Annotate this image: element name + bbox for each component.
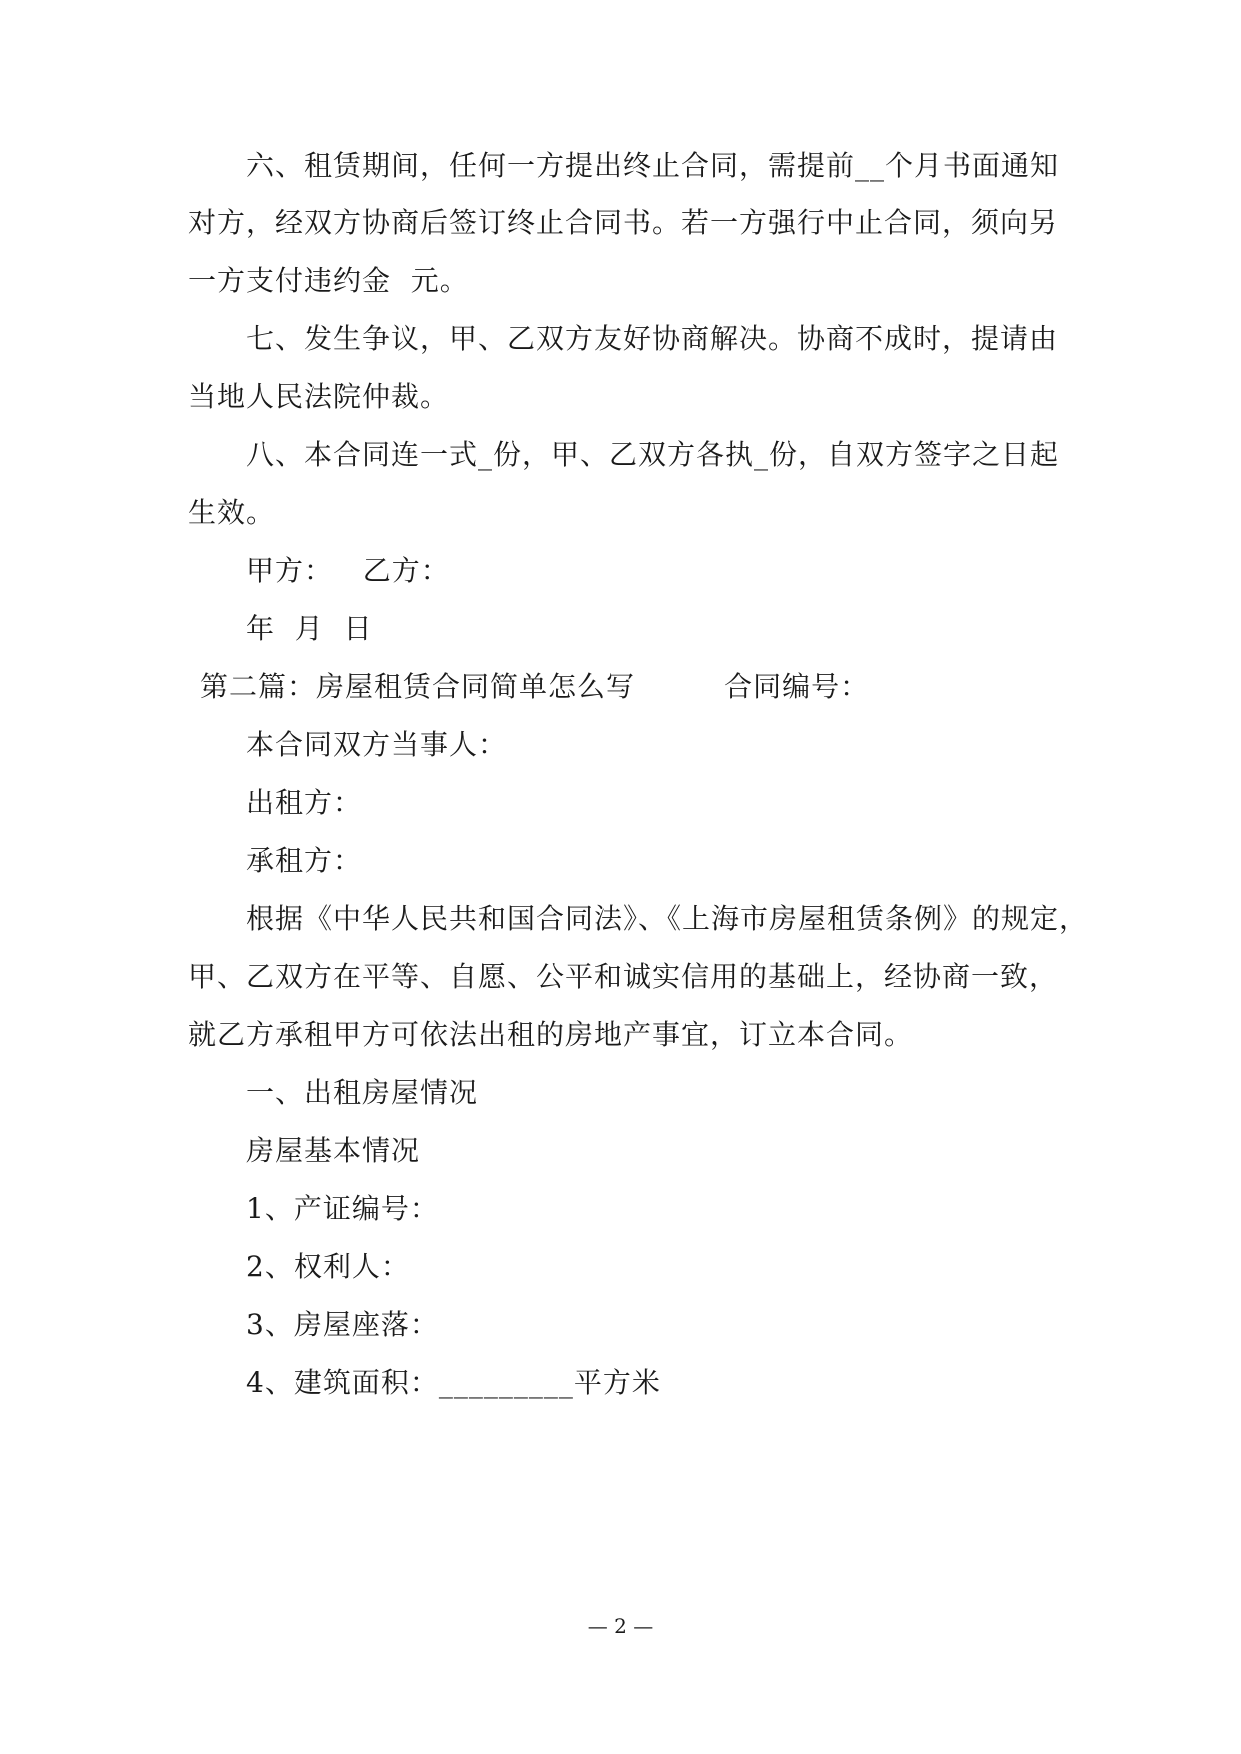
item-location: 3、房屋座落：: [246, 1308, 439, 1341]
signature-parties: 甲方： 乙方：: [246, 554, 450, 587]
item-certificate-number: 1、产证编号：: [246, 1192, 439, 1225]
lessee-label: 承租方：: [246, 844, 363, 877]
item-owner: 2、权利人：: [246, 1250, 410, 1283]
clause-six-line-1: 六、租赁期间，任何一方提出终止合同，需提前__个月书面通知: [246, 149, 1060, 182]
clause-six-line-3: 一方支付违约金 元。: [188, 264, 469, 297]
basic-info-heading: 房屋基本情况: [246, 1134, 421, 1167]
page-number: — 2 —: [587, 1614, 654, 1638]
clause-seven-line-2: 当地人民法院仲裁。: [188, 380, 450, 413]
preamble-line-1: 根据《中华人民共和国合同法》、《上海市房屋租赁条例》的规定，: [246, 902, 1089, 935]
clause-eight-line-1: 八、本合同连一式_份，甲、乙双方各执_份，自双方签字之日起: [246, 438, 1060, 471]
clause-seven-line-1: 七、发生争议，甲、乙双方友好协商解决。协商不成时，提请由: [246, 322, 1059, 355]
preamble-line-2: 甲、乙双方在平等、自愿、公平和诚实信用的基础上，经协商一致，: [188, 960, 1059, 993]
item-floor-area: 4、建筑面积：_________平方米: [246, 1366, 661, 1399]
signature-date: 年 月 日: [246, 612, 373, 645]
article-one-heading: 一、出租房屋情况: [246, 1076, 479, 1109]
parties-intro: 本合同双方当事人：: [246, 728, 508, 761]
clause-eight-line-2: 生效。: [188, 496, 276, 529]
preamble-line-3: 就乙方承租甲方可依法出租的房地产事宜，订立本合同。: [188, 1018, 914, 1051]
clause-six-line-2: 对方，经双方协商后签订终止合同书。若一方强行中止合同，须向另: [188, 206, 1059, 239]
lessor-label: 出租方：: [246, 786, 363, 819]
section-heading: 第二篇：房屋租赁合同简单怎么写 合同编号：: [200, 670, 870, 703]
